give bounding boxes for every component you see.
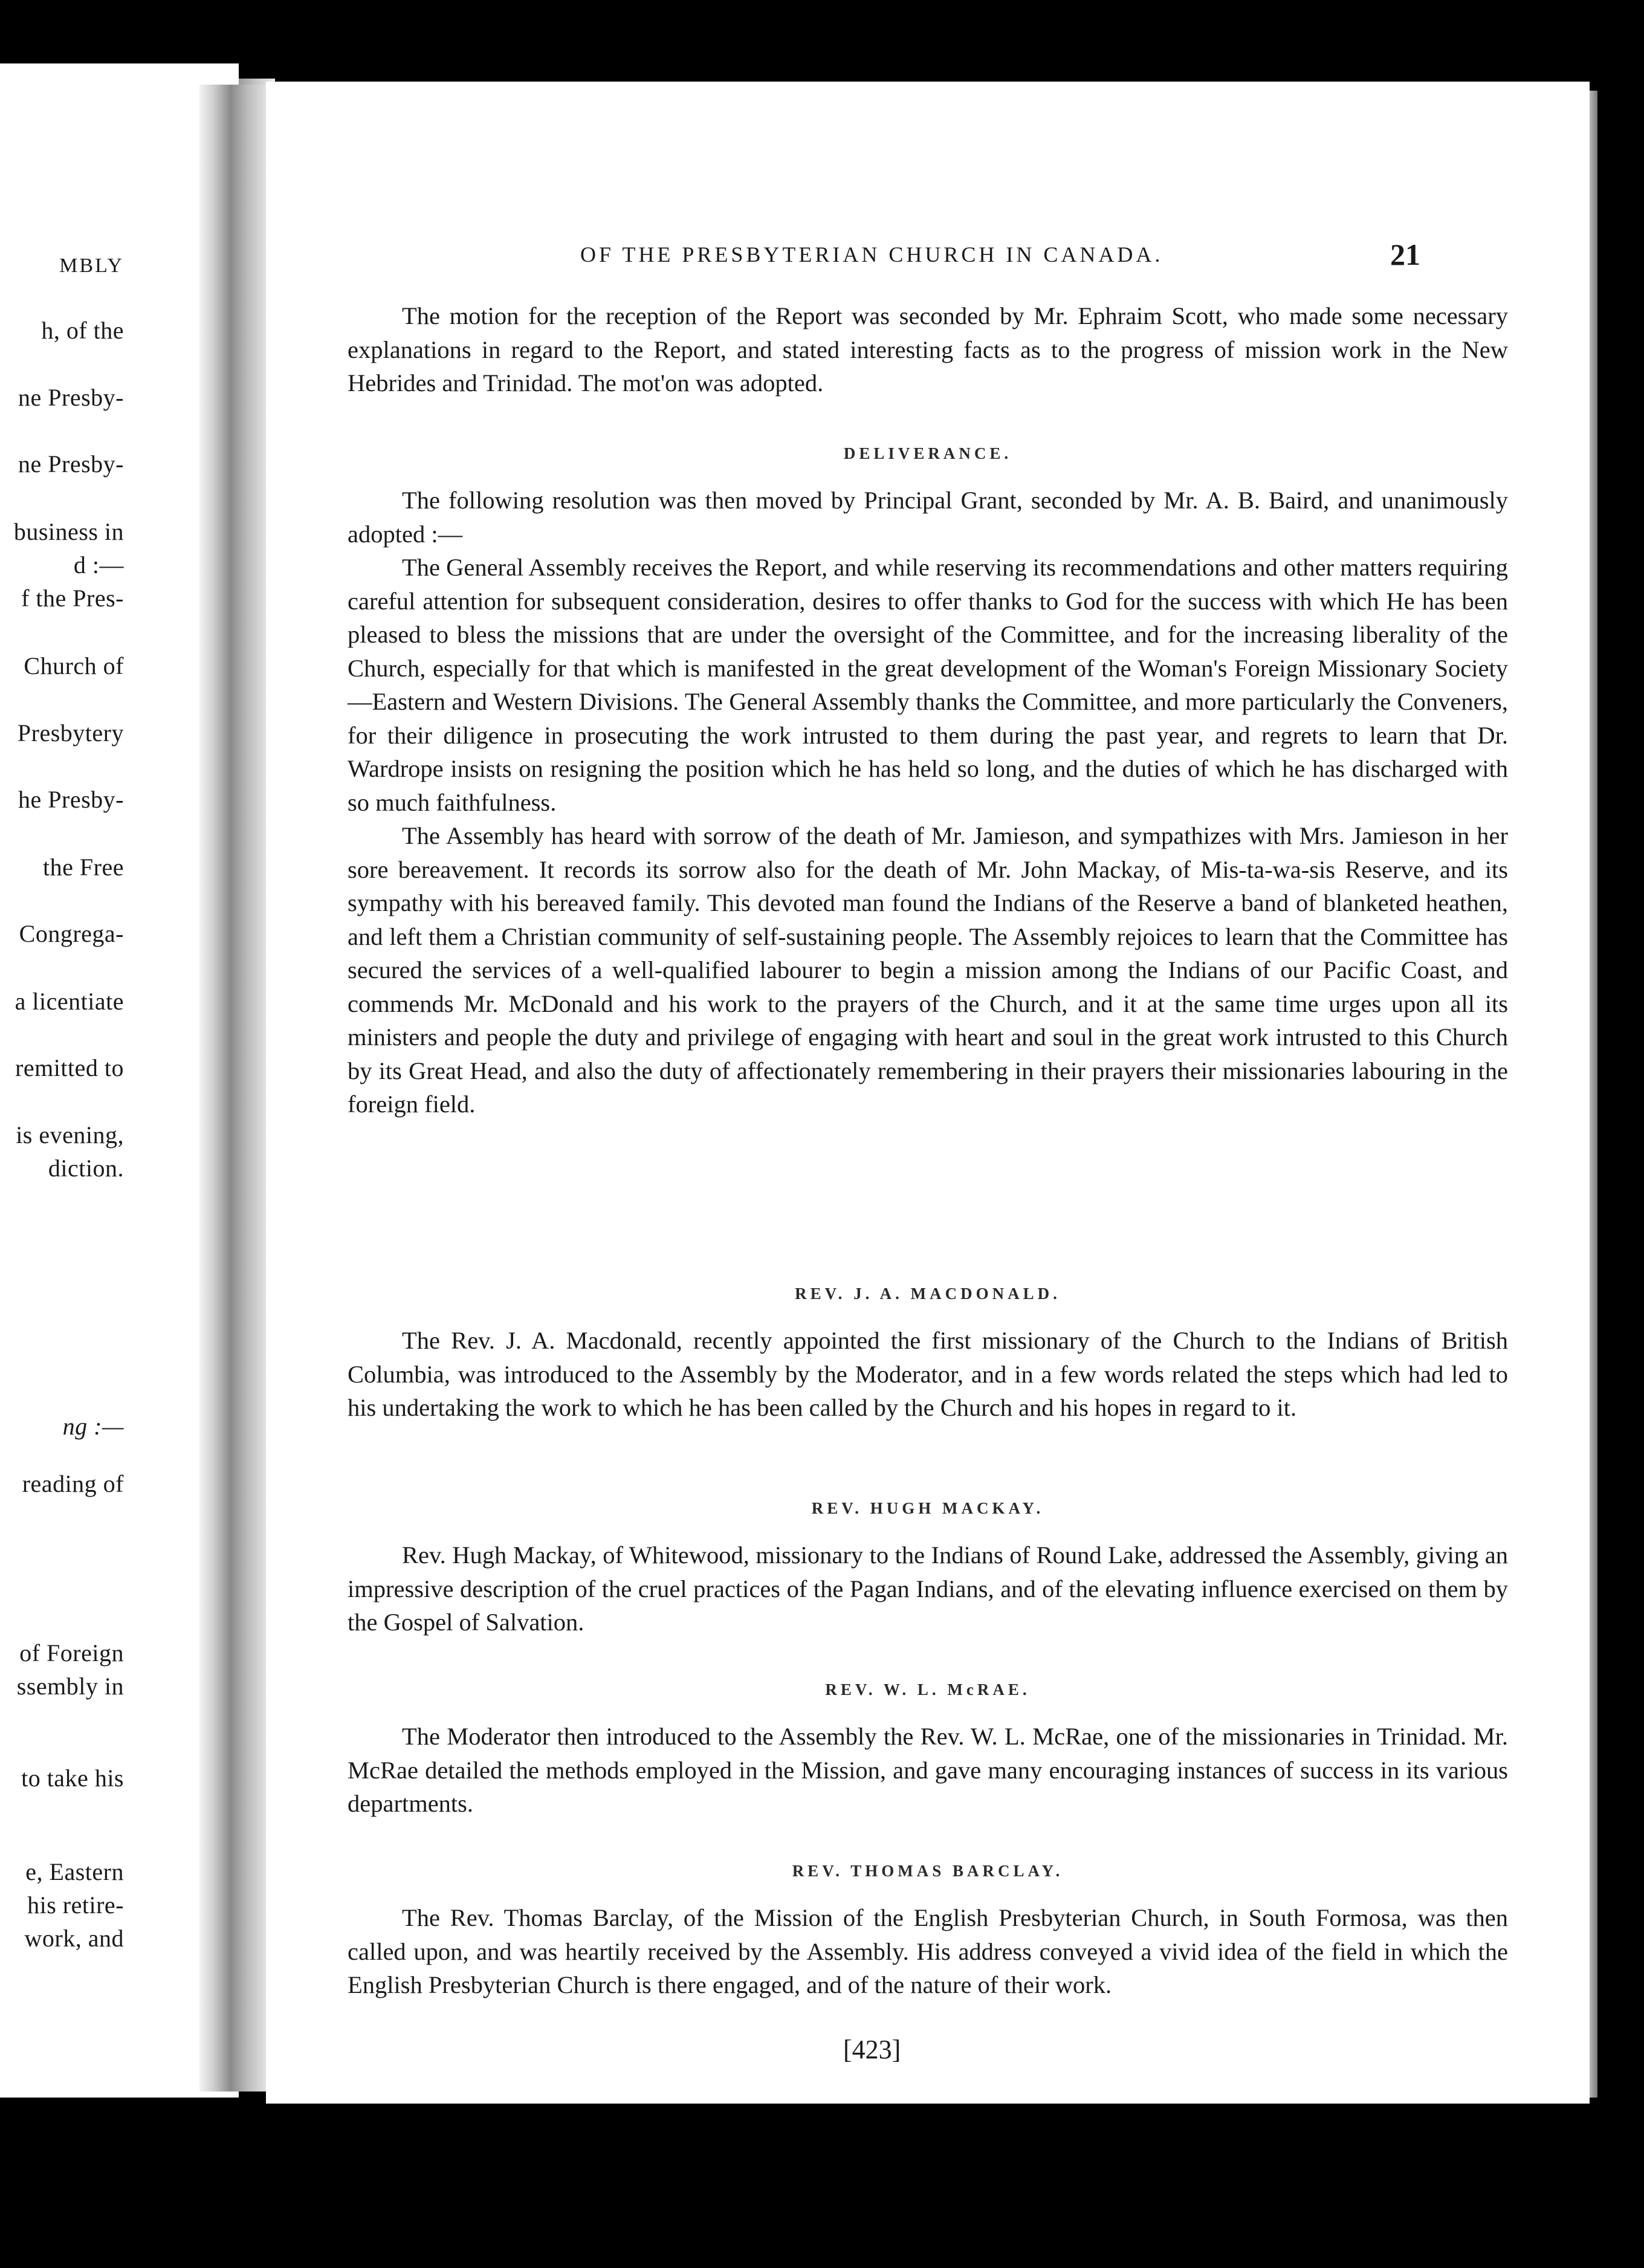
left-page-fragment: Church of — [24, 652, 124, 679]
left-page-fragment: d :— — [73, 551, 124, 578]
heading-deliverance: DELIVERANCE. — [843, 444, 1012, 462]
heading-mcrae: REV. W. L. McRAE. — [825, 1680, 1031, 1699]
heading-barclay: REV. THOMAS BARCLAY. — [792, 1862, 1064, 1880]
left-page-fragment: ng :— — [62, 1413, 124, 1440]
left-page-fragment: work, and — [24, 1925, 124, 1952]
paragraph-resolution — [348, 484, 1508, 1121]
paragraph-text: Rev. Hugh Mackay, of Whitewood, missionary to the Indians of Round Lake, addressed the Assembly, giving an impressive description of the cruel practices of the Pagan Indians, and of the elevating influence exercised on them by the Gospel of Salvation. — [348, 1541, 1508, 1636]
paragraph-text: The motion for the reception of the Report was seconded by Mr. Ephraim Scott, who made some necessary explanations in regard to the Report, and stated interesting facts as to the progress of mission work in the New Hebrides and Trinidad. The mot'on was adopted. — [348, 302, 1508, 397]
running-title: OF THE PRESBYTERIAN CHURCH IN CANADA. — [580, 242, 1163, 267]
left-page-fragment: to take his — [21, 1764, 124, 1792]
paragraph-text: The Assembly has heard with sorrow of the death of Mr. Jamieson, and sympathizes with Mrs. Jamieson in her sore bereavement. It records its sorrow also for the death of Mr. John Mackay, of Mis-ta-wa-sis Reserve, and its sympathy with his bereaved family. This devoted man found the Indians of the Reserve a band of blanketed heathen, and left them a Christian community of self-sustaining people. The Assembly rejoices to learn that the Committee has secured the services of a well-qualified labourer to begin a mission among the Indians of our Pacific Coast, and commends Mr. McDonald and his work to the prayers of the Church, and it at the same time urges upon all its ministers and people the duty and privilege of engaging with heart and soul in the great work intrusted to this Church by its Great Head, and also the duty of affectionately remembering in their prayers their missionaries labouring in the foreign field. — [348, 822, 1508, 1118]
folio-number: [423] — [843, 2035, 901, 2064]
left-page-fragment: of Foreign — [19, 1639, 124, 1667]
left-page-fragment: Presbytery — [17, 719, 124, 747]
section-heading — [348, 1862, 1508, 1881]
left-page-fragment: a licentiate — [15, 988, 124, 1015]
left-page-fragment: remitted to — [15, 1054, 124, 1081]
heading-mackay: REV. HUGH MACKAY. — [811, 1499, 1044, 1517]
left-page-fragment: MBLY — [59, 254, 124, 277]
left-page-fragment: he Presby- — [18, 786, 124, 813]
section-heading — [348, 444, 1508, 463]
section-heading — [348, 1680, 1508, 1699]
left-page-fragment: f the Pres- — [21, 585, 124, 612]
paragraph-text: The Rev. Thomas Barclay, of the Mission of the English Presbyterian Church, in South Formosa, was then called upon, and was heartily received by the Assembly. His address conveyed a vivid idea of the field in which the English Presbyterian Church is there engaged, and of the nature of their work. — [348, 1904, 1508, 1998]
left-page-fragment: is evening, — [16, 1121, 124, 1149]
main-page — [266, 82, 1590, 2104]
left-page-fragment: h, of the — [41, 317, 124, 344]
left-page-fragment: the Free — [43, 854, 124, 881]
left-page-fragment: Congrega- — [19, 920, 124, 947]
running-header — [266, 238, 1590, 278]
paragraph-mackay — [348, 1538, 1508, 1639]
paragraph-text: The General Assembly receives the Report, and while reserving its recommendations and other matters requiring careful attention for subsequent consideration, desires to offer thanks to God for the success with which He has been pleased to bless the missions that are under the oversight of the Committee, and for the increasing liberality of the Church, especially for that which is manifested in the great development of the Woman's Foreign Missionary Society—Eastern and Western Divisions. The General Assembly thanks the Committee, and more particularly the Conveners, for their diligence in prosecuting the work intrusted to them during the past year, and regrets to learn that Dr. Wardrope insists on resigning the position which he has held so long, and the duties of which he has discharged with so much faithfulness. — [348, 554, 1508, 816]
left-page-fragment: diction. — [48, 1155, 124, 1182]
left-page-fragment: ssembly in — [16, 1673, 124, 1700]
left-page-fragment: ne Presby- — [18, 384, 124, 411]
left-page-fragment: his retire- — [27, 1891, 124, 1919]
paragraph-mcrae — [348, 1720, 1508, 1821]
paragraph-text: The following resolution was then moved by Principal Grant, seconded by Mr. A. B. Baird, and unanimously adopted :— — [348, 487, 1508, 548]
left-page-fragment: reading of — [22, 1470, 124, 1497]
left-page-fragment: e, Eastern — [25, 1858, 124, 1885]
page-number: 21 — [1390, 238, 1420, 271]
heading-macdonald: REV. J. A. MACDONALD. — [795, 1285, 1061, 1303]
paragraph-text: The Rev. J. A. Macdonald, recently appointed the first missionary of the Church to the Indians of British Columbia, was introduced to the Assembly by the Moderator, and in a few words related the steps which had led to his undertaking the work to which he has been called by the Church and his hopes in regard to it. — [348, 1327, 1508, 1421]
left-page-fragment: ne Presby- — [18, 450, 124, 478]
paragraph-text: The Moderator then introduced to the Assembly the Rev. W. L. McRae, one of the missionaries in Trinidad. Mr. McRae detailed the methods employed in the Mission, and gave many encouraging instances of success in its various departments. — [348, 1723, 1508, 1817]
paragraph-macdonald — [348, 1324, 1508, 1425]
paragraph-motion — [348, 299, 1508, 400]
section-heading — [348, 1499, 1508, 1518]
paragraph-barclay — [348, 1901, 1508, 2002]
section-heading — [348, 1285, 1508, 1303]
book-gutter — [199, 85, 269, 2091]
left-page-fragment: business in — [13, 518, 124, 545]
